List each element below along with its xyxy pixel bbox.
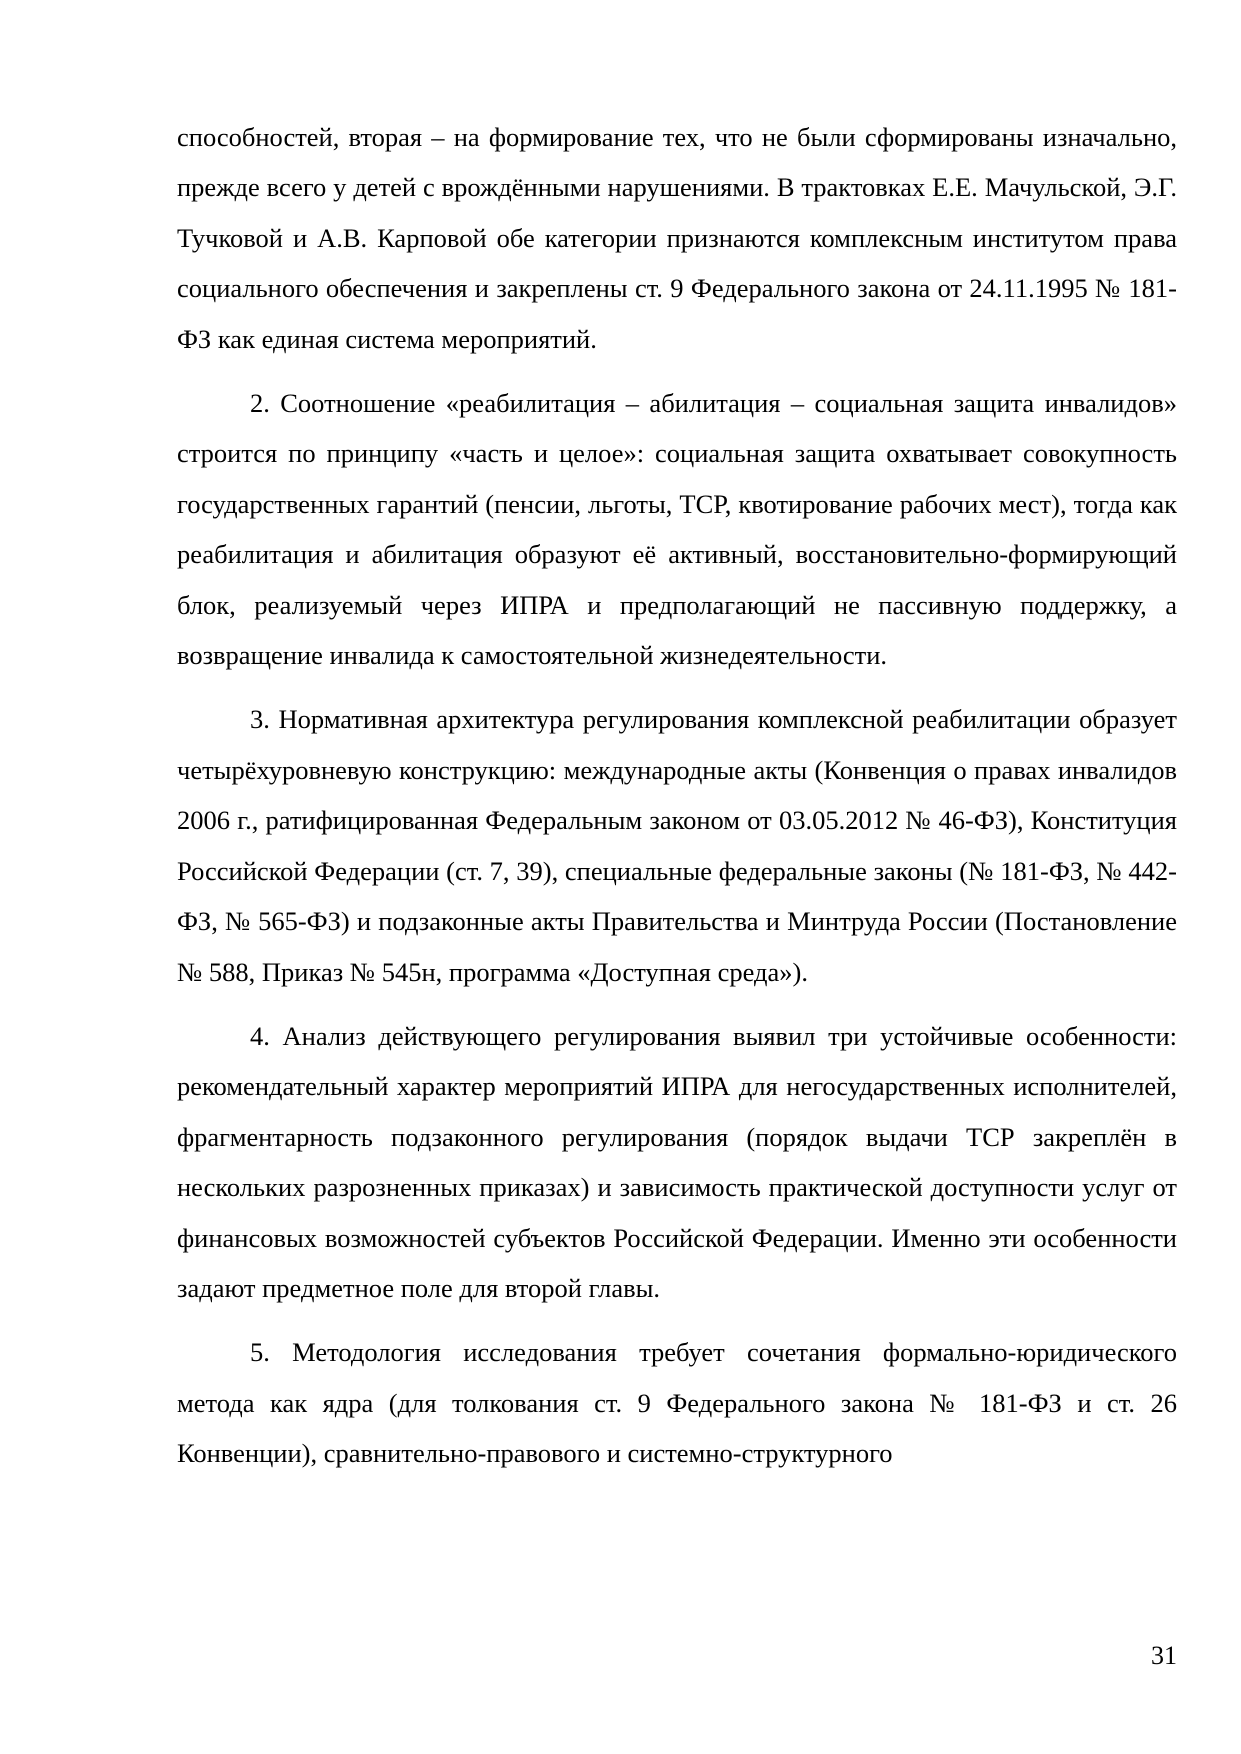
paragraph-continuation: способностей, вторая – на формирование тех, что не были сформированы изначально, прежде всего у детей с врождёнными нарушениями. В трактовках Е.Е. Мачульской, Э.Г. Тучковой и А.В. Карповой обе категории признаются комплексным институтом права социального обеспечения и закреплены ст. 9 Федерального закона от 24.11.1995 № 181-ФЗ как единая система мероприятий. — [177, 122, 1177, 354]
document-page — [177, 112, 1177, 1493]
paragraph-item-2: 2. Соотношение «реабилитация – абилитация – социальная защита инвалидов» строится по принципу «часть и целое»: социальная защита охватывает совокупность государственных гарантий (пенсии, льготы, ТСР, квотирование рабочих мест), тогда как реабилитация и абилитация образуют её активный, восстановительно-формирующий блок, реализуемый через ИПРА и предполагающий не пассивную поддержку, а возвращение инвалида к самостоятельной жизнедеятельности. — [177, 388, 1177, 671]
paragraph-item-3: 3. Нормативная архитектура регулирования комплексной реабилитации образует четырёхуровневую конструкцию: международные акты (Конвенция о правах инвалидов 2006 г., ратифицированная Федеральным законом от 03.05.2012 № 46-ФЗ), Конституция Российской Федерации (ст. 7, 39), специальные федеральные законы (№ 181-ФЗ, № 442-ФЗ, № 565-ФЗ) и подзаконные акты Правительства и Минтруда России (Постановление № 588, Приказ № 545н, программа «Доступная среда»). — [177, 704, 1177, 987]
paragraph-item-5: 5. Методология исследования требует сочетания формально-юридического метода как ядра (для толкования ст. 9 Федерального закона № 181-ФЗ и ст. 26 Конвенции), сравнительно-правового и системно-структурного — [177, 1337, 1177, 1469]
page-number: 31 — [1151, 1641, 1177, 1670]
paragraph-item-4: 4. Анализ действующего регулирования выявил три устойчивые особенности: рекомендательный характер мероприятий ИПРА для негосударственных исполнителей, фрагментарность подзаконного регулирования (порядок выдачи ТСР закреплён в нескольких разрозненных приказах) и зависимость практической доступности услуг от финансовых возможностей субъектов Российской Федерации. Именно эти особенности задают предметное поле для второй главы. — [177, 1020, 1177, 1303]
